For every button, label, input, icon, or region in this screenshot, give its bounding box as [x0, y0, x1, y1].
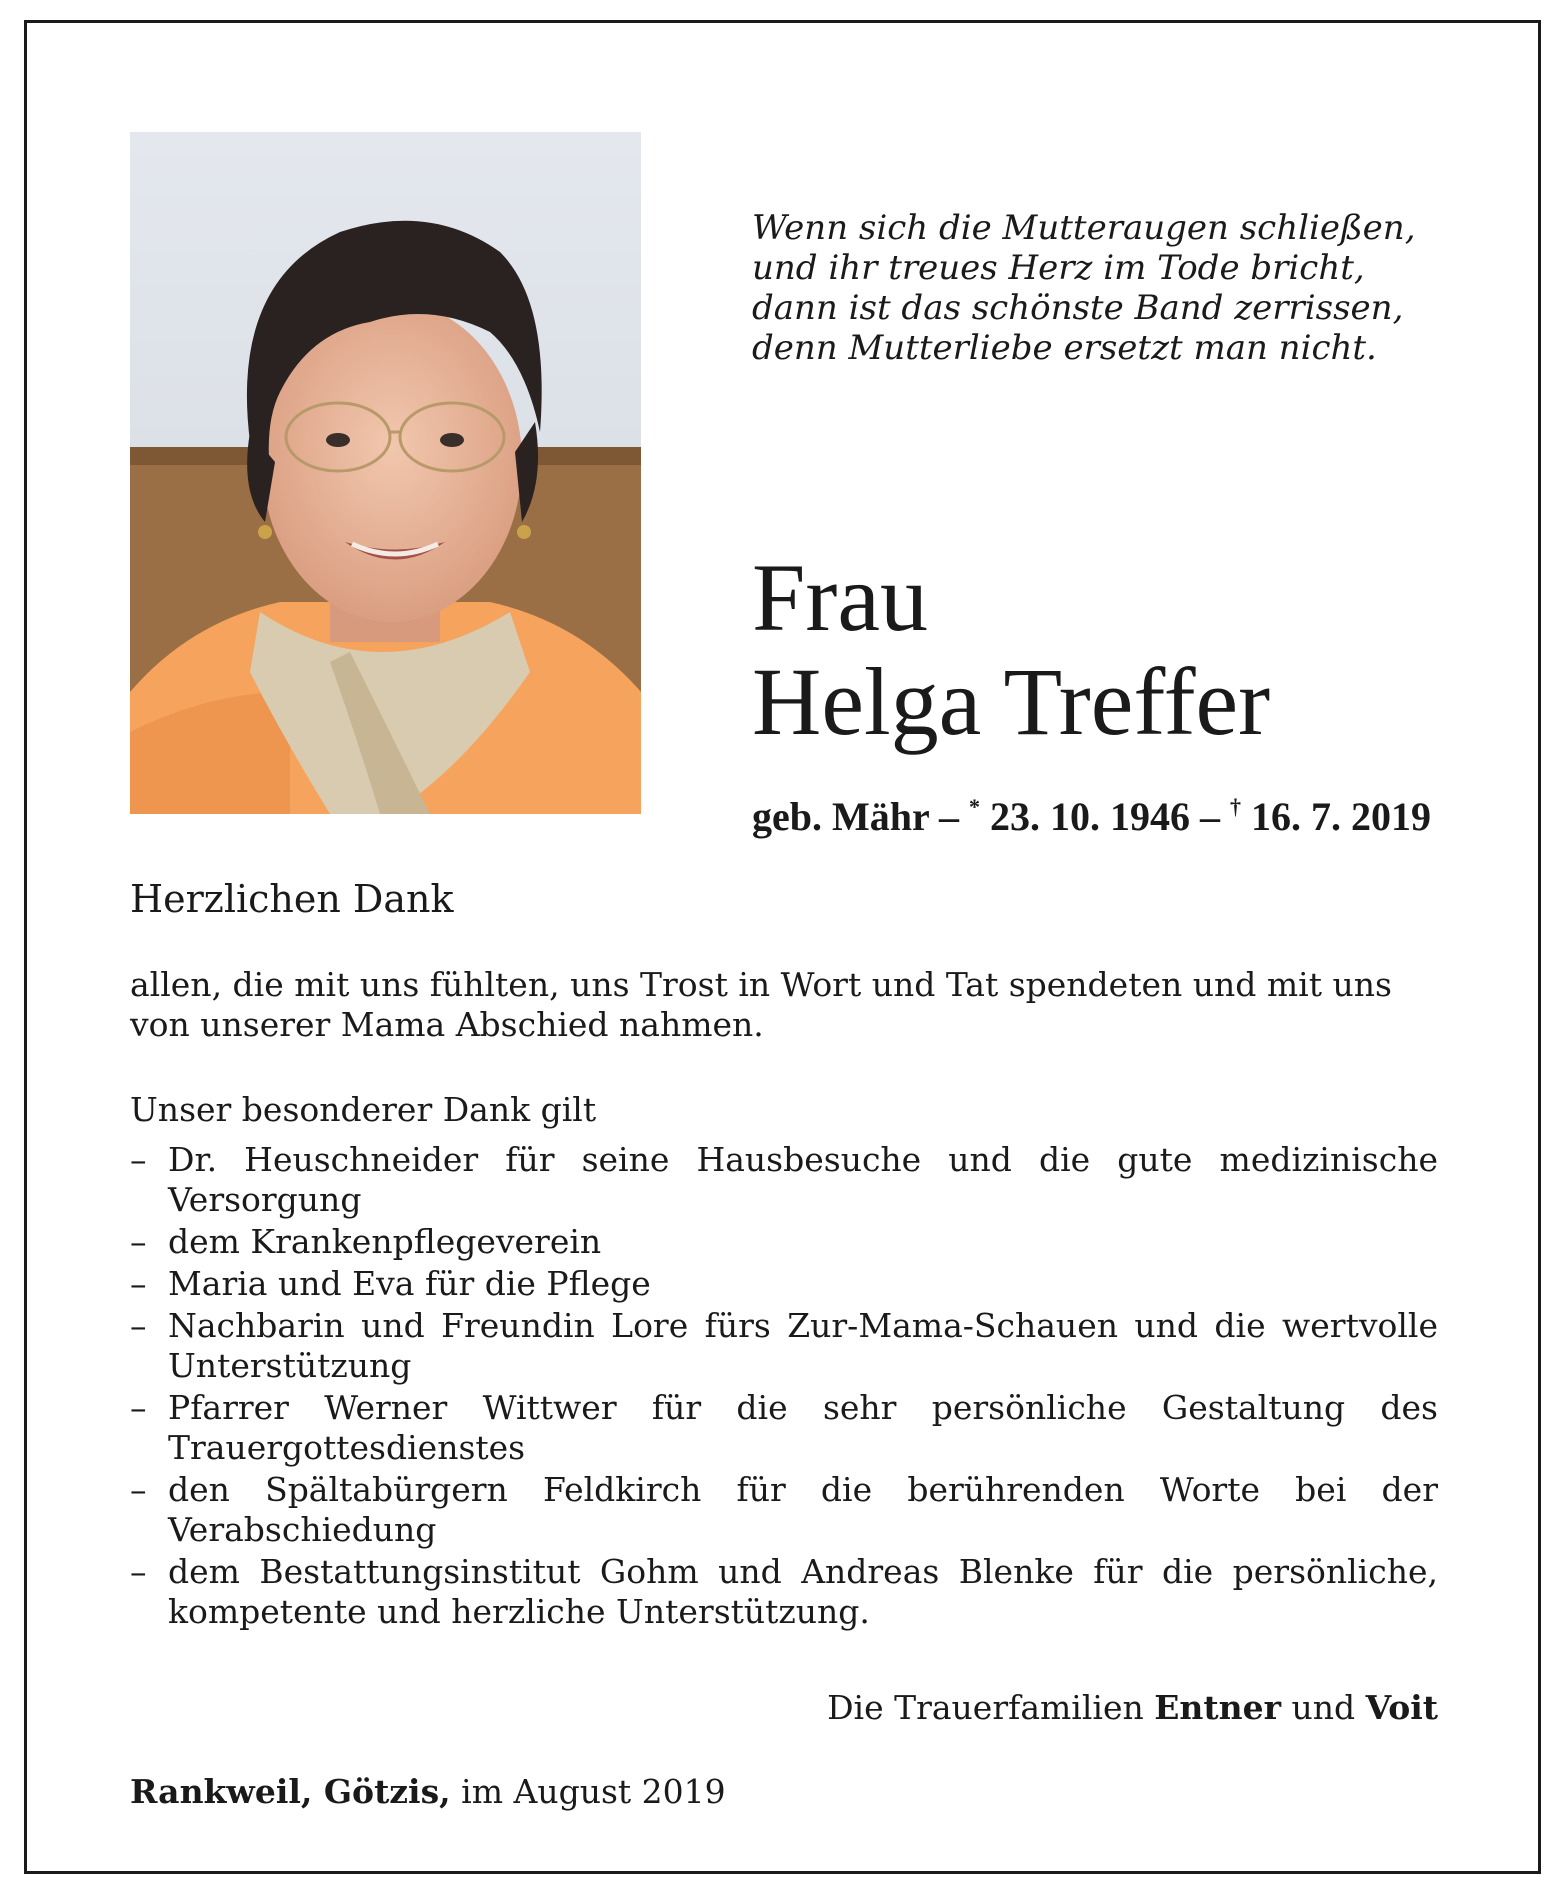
signature	[827, 1688, 1438, 1728]
special-thanks-heading: Unser besonderer Dank gilt	[130, 1090, 597, 1129]
intro-line: allen, die mit uns fühlten, uns Trost in Wort und Tat spendeten und mit uns	[130, 965, 1392, 1004]
salutation: Frau	[752, 544, 928, 651]
list-item	[130, 1222, 1438, 1262]
list-item	[130, 1470, 1438, 1550]
birth-symbol: *	[969, 794, 981, 819]
family-name-voit: Voit	[1365, 1688, 1438, 1727]
list-item-text: Pfarrer Werner Wittwer für die sehr persönliche Gestaltung des Trauergottesdienstes	[168, 1388, 1438, 1467]
date: im August 2019	[450, 1772, 726, 1811]
death-date: 16. 7. 2019	[1241, 794, 1432, 839]
list-dash: –	[130, 1140, 147, 1179]
list-dash: –	[130, 1388, 147, 1427]
list-dash: –	[130, 1222, 147, 1261]
list-item	[130, 1140, 1438, 1220]
signature-conjunction: und	[1281, 1688, 1366, 1727]
list-item-text: Nachbarin und Freundin Lore fürs Zur-Mama-Schauen und die wertvolle Unterstützung	[168, 1306, 1438, 1385]
list-item-text: dem Bestattungsinstitut Gohm und Andreas Blenke für die persönliche, kompetente und herzliche Unterstützung.	[168, 1552, 1438, 1631]
list-item-text: dem Krankenpflegeverein	[168, 1222, 602, 1261]
poem-line: Wenn sich die Mutteraugen schließen,	[752, 208, 1416, 248]
poem-line: denn Mutterliebe ersetzt man nicht.	[752, 328, 1377, 368]
thanks-heading: Herzlichen Dank	[130, 877, 454, 921]
place-and-date	[130, 1772, 726, 1812]
list-item	[130, 1552, 1438, 1632]
death-symbol: †	[1230, 794, 1242, 819]
poem-line: und ihr treues Herz im Tode bricht,	[752, 248, 1365, 288]
life-dates	[752, 784, 1431, 840]
list-item	[130, 1388, 1438, 1468]
family-name-entner: Entner	[1154, 1688, 1281, 1727]
list-dash: –	[130, 1470, 147, 1509]
deceased-name	[752, 546, 1452, 754]
list-dash: –	[130, 1552, 147, 1591]
thanks-list	[130, 1140, 1438, 1634]
poem-line: dann ist das schönste Band zerrissen,	[752, 288, 1404, 328]
list-item	[130, 1264, 1438, 1304]
list-item	[130, 1306, 1438, 1386]
list-dash: –	[130, 1264, 147, 1303]
list-item-text: Dr. Heuschneider für seine Hausbesuche und die gute medizinische Versorgung	[168, 1140, 1438, 1219]
memorial-poem	[752, 208, 1452, 368]
list-item-text: Maria und Eva für die Pflege	[168, 1264, 651, 1303]
intro-line: von unserer Mama Abschied nahmen.	[130, 1005, 764, 1044]
full-name: Helga Treffer	[752, 648, 1271, 755]
intro-paragraph	[130, 965, 1438, 1045]
portrait-photo	[130, 132, 641, 814]
list-dash: –	[130, 1306, 147, 1345]
list-item-text: den Spältabürgern Feldkirch für die berührenden Worte bei der Verabschiedung	[168, 1470, 1438, 1549]
maiden-name: geb. Mähr –	[752, 794, 970, 839]
portrait-illustration	[130, 132, 641, 814]
signature-prefix: Die Trauerfamilien	[827, 1688, 1155, 1727]
places: Rankweil, Götzis,	[130, 1772, 451, 1811]
birth-date: 23. 10. 1946 –	[980, 794, 1231, 839]
